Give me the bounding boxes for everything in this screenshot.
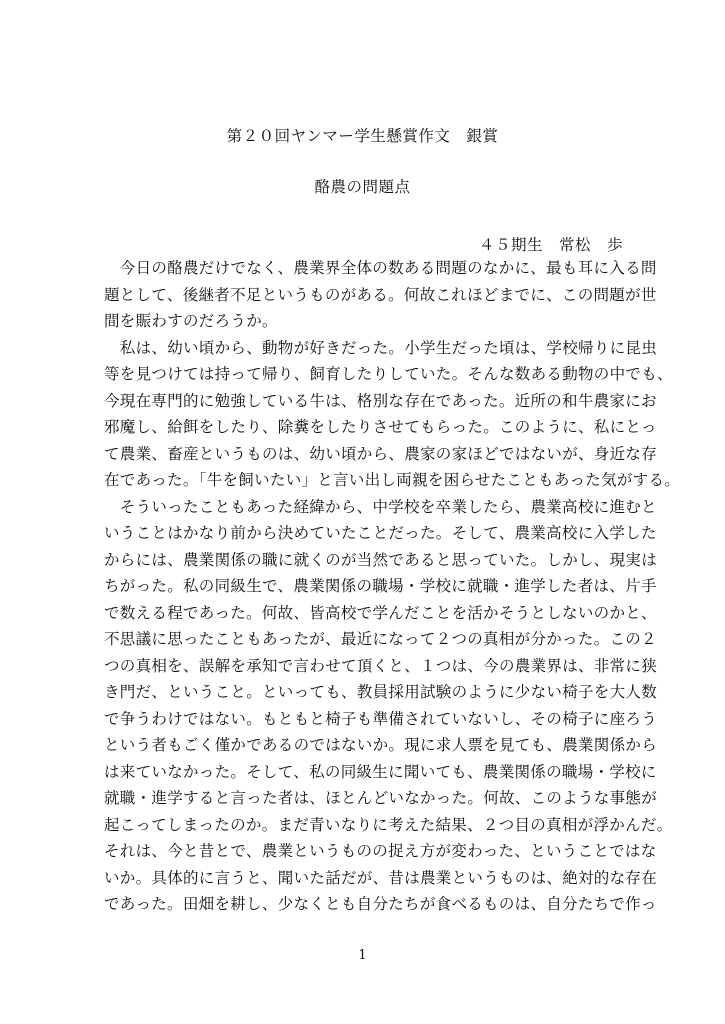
text-line: 今日の酪農だけでなく、農業界全体の数ある問題のなかに、最も耳に入る問 [104, 259, 657, 277]
text-line: いうことはかなり前から決めていたことだった。そして、農業高校に入学した [104, 524, 657, 542]
text-line: つの真相を、誤解を承知で言わせて頂くと、１つは、今の農業界は、非常に狭 [104, 656, 658, 675]
essay-body [104, 255, 681, 918]
document-heading: 第２０回ヤンマー学生懸賞作文 銀賞 [226, 127, 499, 145]
text-line: ちがった。私の同級生で、農業関係の職場・学校に就職・進学した者は、片手 [104, 577, 657, 595]
page-number: 1 [358, 948, 367, 963]
text-line: という者もごく僅かであるのではないか。現に求人票を見ても、農業関係から [104, 736, 658, 754]
text-line: であった。田畑を耕し、少なくとも自分たちが食べるものは、自分たちで作っ [104, 895, 657, 913]
text-line: 在であった。「牛を飼いたい」と言い出し両親を困らせたこともあった気がする。 [104, 471, 681, 489]
text-line: 今現在専門的に勉強している牛は、格別な存在であった。近所の和牛農家にお [104, 391, 657, 410]
text-line: で争うわけではない。もともと椅子も準備されていないし、その椅子に座ろう [104, 709, 658, 728]
text-line: 不思議に思ったこともあったが、最近になって２つの真相が分かった。この２ [104, 630, 657, 648]
author-line: ４５期生 常松 歩 [478, 236, 623, 254]
text-line: 就職・進学すると言った者は、ほとんどいなかった。何故、このような事態が [104, 789, 658, 807]
text-line: て農業、畜産というものは、幼い頃から、農家の家ほどではないが、身近な存 [104, 444, 658, 463]
text-line: は来ていなかった。そして、私の同級生に聞いても、農業関係の職場・学校に [104, 762, 657, 781]
text-line: で数える程であった。何故、皆高校で学んだことを活かそうとしないのかと、 [104, 603, 657, 622]
text-line: 私は、幼い頃から、動物が好きだった。小学生だった頃は、学校帰りに昆虫 [104, 338, 658, 357]
text-line: 等を見つけては持って帰り、飼育したりしていた。そんな数ある動物の中でも、 [104, 365, 673, 383]
text-line: いか。具体的に言うと、聞いた話だが、昔は農業というものは、絶対的な存在 [104, 868, 658, 887]
text-line: 間を賑わすのだろうか。 [104, 312, 278, 330]
text-line: そういったこともあった経緯から、中学校を卒業したら、農業高校に進むと [104, 497, 657, 516]
text-line: からには、農業関係の職に就くのが当然であると思っていた。しかし、現実は [104, 550, 658, 569]
essay-title: 酪農の問題点 [314, 178, 411, 196]
text-line: 邪魔し、給餌をしたり、除糞をしたりさせてもらった。このように、私にとっ [104, 418, 657, 436]
text-line: 題として、後継者不足というものがある。何故これほどまでに、この問題が世 [104, 285, 657, 304]
text-line: 起こってしまったのか。まだ青いなりに考えた結果、２つ目の真相が浮かんだ。 [104, 815, 673, 834]
text-line: き門だ、ということ。といっても、教員採用試験のように少ない椅子を大人数 [104, 683, 658, 701]
text-line: それは、今と昔とで、農業というものの捉え方が変わった、ということではな [104, 842, 657, 860]
